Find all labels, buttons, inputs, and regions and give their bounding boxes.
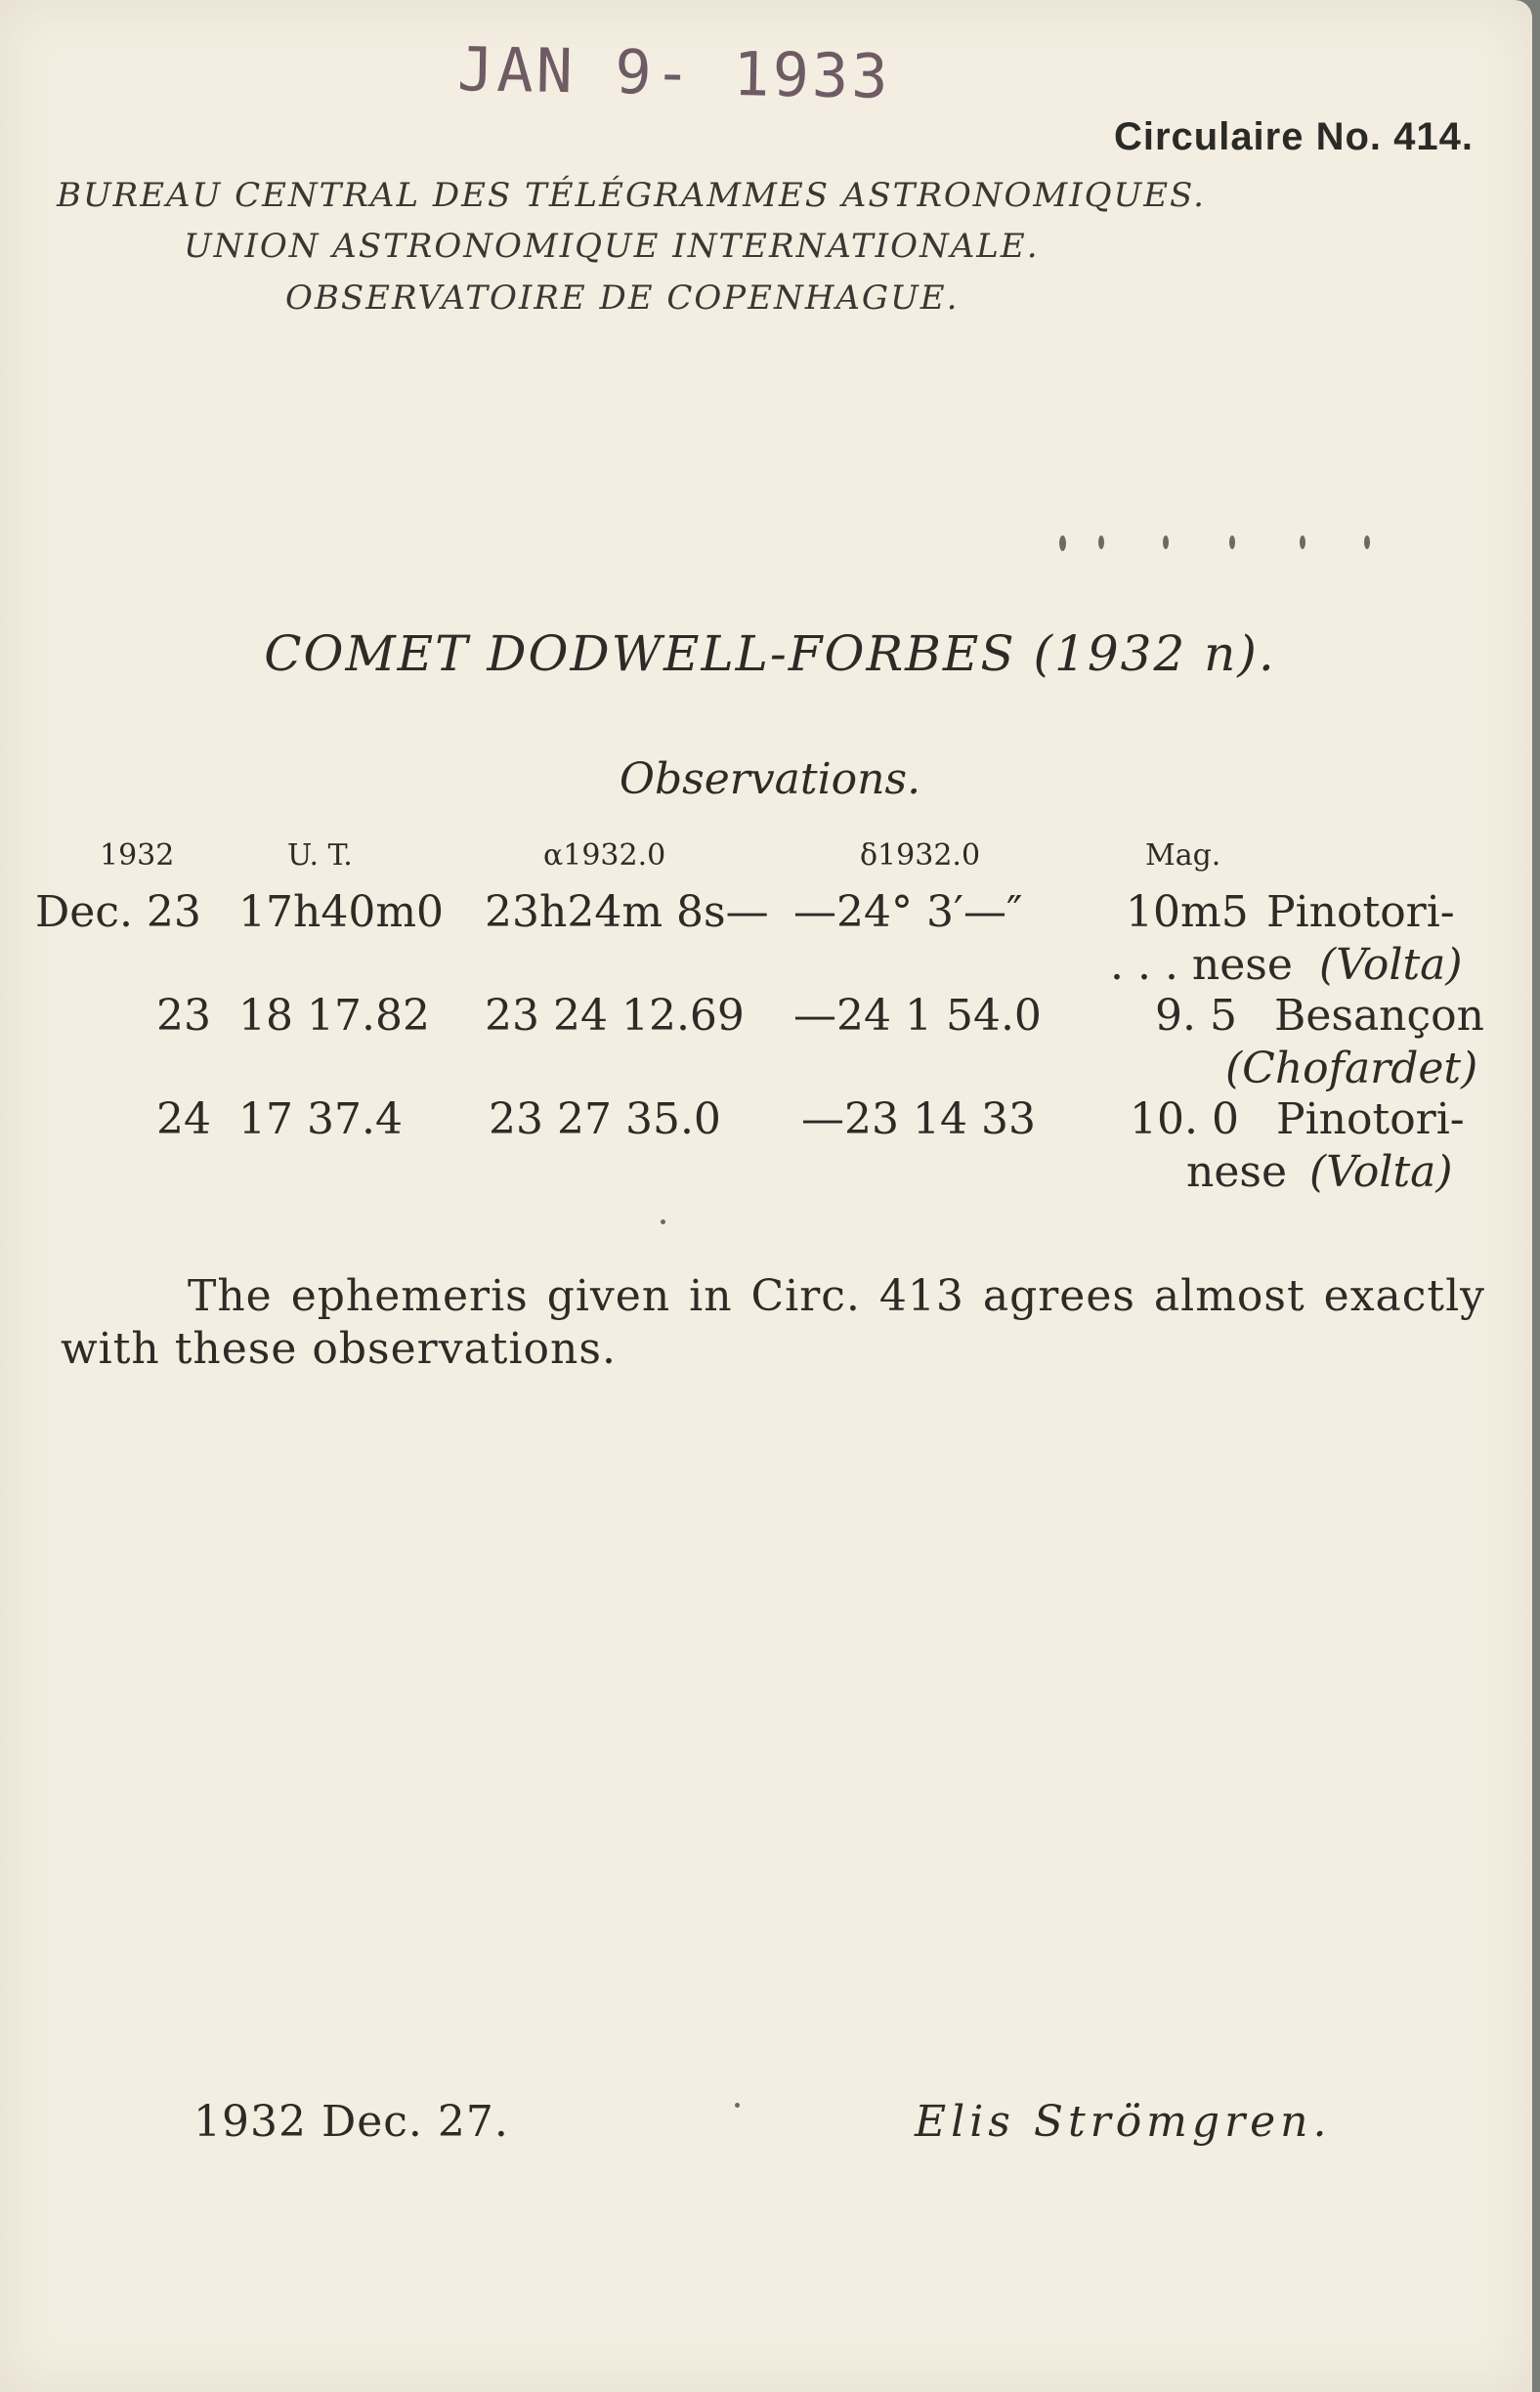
obs-ra: 23 27 35.0 xyxy=(489,1094,721,1144)
obs-observer: Besançon xyxy=(1274,991,1484,1041)
header-observatory: OBSERVATOIRE DE COPENHAGUE. xyxy=(285,278,960,318)
obs-date: 23 xyxy=(156,991,211,1041)
obs-ut: 17 37.4 xyxy=(238,1094,403,1144)
obs-date: Dec. 23 xyxy=(35,887,201,937)
obs-observer: Pinotori- xyxy=(1276,1094,1465,1144)
obs-observer-name: (Chofardet) xyxy=(1225,1044,1478,1093)
ink-speck xyxy=(1364,535,1370,549)
obs-dec: —23 14 33 xyxy=(801,1094,1036,1144)
header-delta: δ1932.0 xyxy=(860,838,981,873)
obs-ut: 18 17.82 xyxy=(238,991,430,1041)
obs-observer: Pinotori- xyxy=(1266,887,1455,937)
circular-number: Circulaire No. 414. xyxy=(1113,115,1474,158)
obs-observer-cont: nese xyxy=(1186,1147,1287,1197)
obs-mag: 9. 5 xyxy=(1155,991,1237,1041)
issue-date: 1932 Dec. 27. xyxy=(193,2097,509,2147)
obs-ra: 23 24 12.69 xyxy=(485,991,745,1041)
ephemeris-note: The ephemeris given in Circ. 413 agrees almost exactly with these observations. xyxy=(61,1271,1485,1374)
received-date-stamp: JAN 9- 1933 xyxy=(456,33,892,112)
obs-observer-cont: . . . nese xyxy=(1110,940,1293,990)
header-year: 1932 xyxy=(100,838,175,873)
obs-mag: 10m5 xyxy=(1126,887,1249,937)
comet-title: COMET DODWELL-FORBES (1932 n). xyxy=(264,625,1276,682)
ink-speck xyxy=(1059,535,1066,551)
obs-observer-name: (Volta) xyxy=(1319,940,1463,990)
header-alpha: α1932.0 xyxy=(543,838,666,873)
obs-observer-name: (Volta) xyxy=(1309,1147,1453,1197)
ink-speck xyxy=(735,2103,740,2108)
signature: Elis Strömgren. xyxy=(915,2097,1332,2147)
ink-speck xyxy=(1163,535,1169,549)
obs-dec: —24 1 54.0 xyxy=(793,991,1042,1041)
obs-date: 24 xyxy=(156,1094,211,1144)
obs-dec: —24° 3′—″ xyxy=(793,887,1023,937)
ink-speck xyxy=(1098,535,1104,549)
observations-heading: Observations. xyxy=(619,754,921,804)
header-mag: Mag. xyxy=(1145,838,1221,873)
header-ut: U. T. xyxy=(287,838,353,873)
header-union: UNION ASTRONOMIQUE INTERNATIONALE. xyxy=(184,227,1040,266)
obs-mag: 10. 0 xyxy=(1130,1094,1239,1144)
ink-speck xyxy=(661,1219,665,1224)
obs-ra: 23h24m 8s— xyxy=(485,887,769,937)
ink-speck xyxy=(1300,535,1305,549)
header-bureau: BUREAU CENTRAL DES TÉLÉGRAMMES ASTRONOMIQUES. xyxy=(57,176,1206,215)
obs-ut: 17h40m0 xyxy=(238,887,445,937)
ink-speck xyxy=(1229,535,1235,549)
